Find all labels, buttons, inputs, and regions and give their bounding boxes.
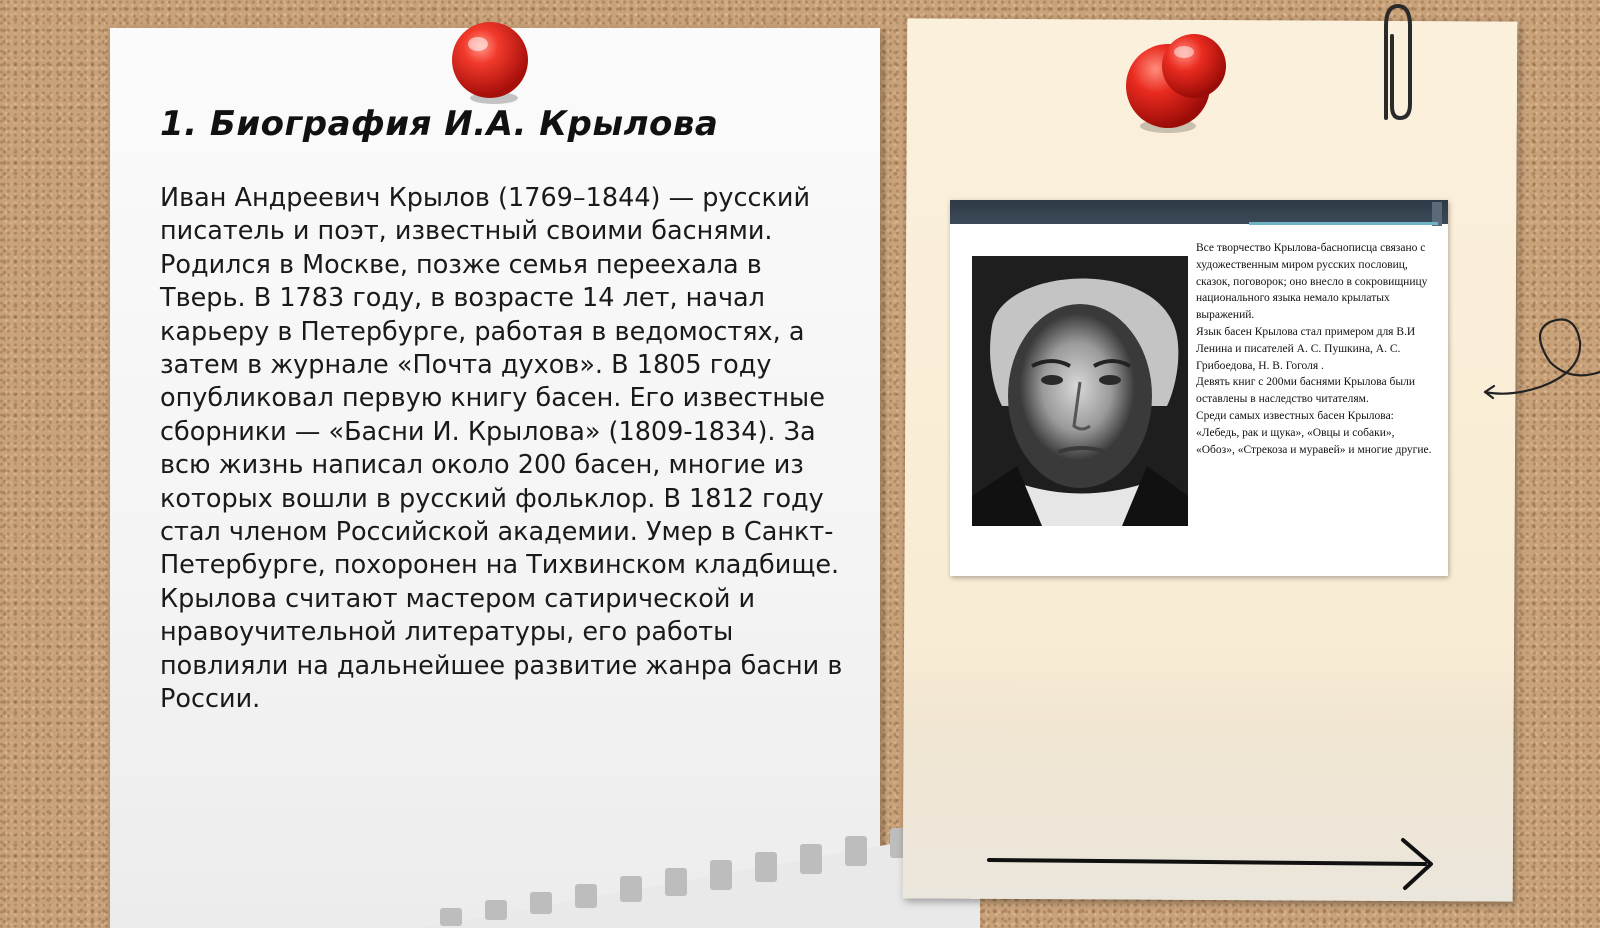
page-title: 1. Биография И.А. Крылова <box>160 104 719 144</box>
slide-paragraph: Язык басен Крылова стал примером для В.И Ленина и писателей А. С. Пушкина, А. С. Грибоедова, Н. В. Гоголя . <box>1196 325 1416 372</box>
push-pin-icon <box>448 18 538 108</box>
arrow-right-icon <box>985 836 1445 892</box>
biography-paper <box>110 28 880 928</box>
biography-text: Иван Андреевич Крылов (1769–1844) — русский писатель и поэт, известный своими баснями. Родился в Москве, позже семья переехала в Тверь. В 1783 году, в возрасте 14 лет, начал карьеру в Петербурге, работая в ведомостях, а затем в журнале «Почта духов». В 1805 году опубликовал первую книгу басен. Его известные сборники — «Басни И. Крылова» (1809-1834). За всю жизнь написал около 200 басен, многие из которых вошли в русский фольклор. В 1812 году стал членом Российской академии. Умер в Санкт-Петербурге, похоронен на Тихвинском кладбище. Крылова считают мастером сатирической и нравоучительной литературы, его работы повлияли на дальнейшее развитие жанра басни в России. <box>160 183 843 715</box>
slide-text <box>1196 240 1436 458</box>
string-loop-icon <box>1480 312 1600 412</box>
slide-paragraph: Все творчество Крылова-баснописца связано с художественным миром русских пословиц, сказок, поговорок; оно внесло в сокровищницу национального языка немало крылатых выражений. <box>1196 242 1428 322</box>
slide-paragraph: Девять книг с 200ми баснями Крылова были оставлены в наследство читателям. <box>1196 376 1415 406</box>
slide-header-bar <box>950 200 1448 224</box>
slide-paragraph: Среди самых известных басен Крылова: «Лебедь, рак и щука», «Овцы и собаки», «Обоз», «Стрекоза и муравей» и многие другие. <box>1196 409 1432 456</box>
push-pin-icon <box>1122 30 1234 136</box>
paperclip-icon <box>1370 0 1422 126</box>
krylov-portrait <box>972 256 1188 526</box>
torn-paper-edge <box>420 808 980 928</box>
slide-thumbnail <box>950 200 1448 576</box>
slide-header-accent <box>1249 222 1438 225</box>
